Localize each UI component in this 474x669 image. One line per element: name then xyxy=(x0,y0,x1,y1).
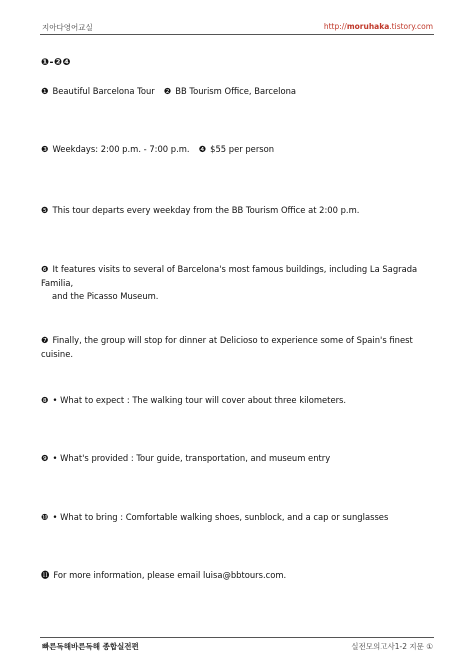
sentence-number: ❷ xyxy=(163,86,172,96)
sentence-item-10 xyxy=(41,511,441,525)
footer-book-title: 빠른독해바른독해 종합실전편 xyxy=(42,642,139,651)
header-url-bold: moruhaka xyxy=(346,22,390,31)
sentence-text: • What to bring : Comfortable walking shoes, sunblock, and a cap or sunglasses xyxy=(52,512,389,522)
sentence-text: BB Tourism Office, Barcelona xyxy=(175,86,297,96)
sentence-text: This tour departs every weekday from the BB Tourism Office at 2:00 p.m. xyxy=(52,205,360,215)
sentence-item-7 xyxy=(41,334,441,361)
sentence-item-11 xyxy=(41,569,441,583)
sentence-number: ❸ xyxy=(41,144,49,154)
sentence-number: ❼ xyxy=(41,335,49,345)
sentence-number: ❿ xyxy=(41,512,49,522)
sentence-text-continued: and the Picasso Museum. xyxy=(52,291,159,301)
header-url-suffix: .tistory.com xyxy=(389,22,433,31)
sentence-number: ⓫ xyxy=(41,570,50,580)
header-url[interactable] xyxy=(324,22,433,31)
sentence-number: ❽ xyxy=(41,395,49,405)
sentence-text: $55 per person xyxy=(210,144,275,154)
sentence-number: ❶ xyxy=(41,86,49,96)
sentence-text: For more information, please email luisa@bbtours.com. xyxy=(53,570,287,580)
sentence-item-1 xyxy=(41,85,441,99)
sentence-text: It features visits to several of Barcelona's most famous buildings, including La Sagrada Familia, xyxy=(41,264,418,288)
sentence-item-3 xyxy=(41,143,441,157)
sentence-text: • What's provided : Tour guide, transportation, and museum entry xyxy=(52,453,331,463)
sentence-number: ❾ xyxy=(41,453,49,463)
footer-rule xyxy=(40,637,434,638)
sentence-number: ❻ xyxy=(41,264,49,274)
sentence-item-8 xyxy=(41,394,441,408)
header-url-prefix: http:// xyxy=(323,22,347,31)
sentence-item-5 xyxy=(41,204,441,218)
sentence-item-6 xyxy=(41,263,441,304)
sentence-item-9 xyxy=(41,452,441,466)
sentence-number: ❹ xyxy=(198,144,207,154)
header-site-name: 지아다영어교실 xyxy=(42,23,93,32)
sentence-number: ❺ xyxy=(41,205,49,215)
section-label: ❶-❷❹ xyxy=(41,57,72,68)
sentence-text: Beautiful Barcelona Tour xyxy=(52,86,155,96)
sentence-text: Weekdays: 2:00 p.m. - 7:00 p.m. xyxy=(52,144,190,154)
sentence-text: Finally, the group will stop for dinner at Delicioso to experience some of Spain's finest cuisine. xyxy=(41,335,413,359)
sentence-text: • What to expect : The walking tour will cover about three kilometers. xyxy=(52,395,347,405)
header-rule xyxy=(40,34,434,35)
footer-page-label: 실전모의고사1-2 지문 ① xyxy=(351,642,433,651)
